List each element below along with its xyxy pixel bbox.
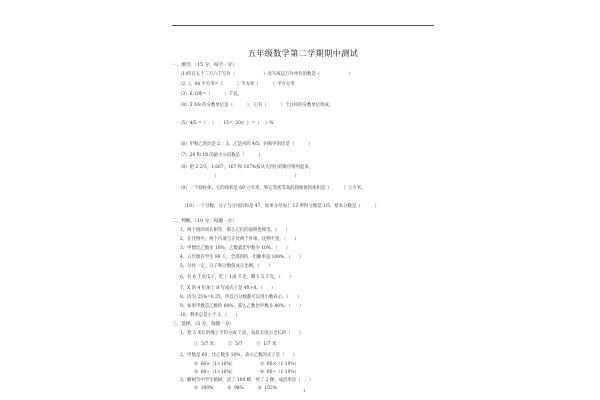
header-rule bbox=[172, 25, 434, 26]
question-line: 7、X 的 4 倍加上 8 写成式子是 4X+8。（ ） bbox=[180, 286, 276, 291]
question-line: 2、在比例中，两个内项与正比两个外项，比例不变。（ ） bbox=[180, 237, 299, 242]
answer-blank: （ ） bbox=[212, 174, 299, 179]
section-fill-blank: 一、填空。（15 分，每空一分） bbox=[172, 63, 237, 68]
question-line: 2、甲数是 60，比乙数多 10%，表示乙数的式子是（ ） bbox=[180, 353, 298, 358]
exam-page bbox=[172, 16, 444, 396]
option-line: ① 5/7 米 ② 5/7 ③ 1/7 米 bbox=[194, 342, 277, 347]
question-line: 8、因为 25%=0.25，所以百分数都可以用小数表示。（ ） bbox=[180, 295, 302, 300]
question-line: 4、五年级有学生 98 人，全部到校，出勤率是 100%。（ ） bbox=[180, 255, 304, 260]
question-line: （3）6. 6吨=（ ）千克。 bbox=[178, 92, 242, 97]
question-line: 6、有 6 千克瓜子，吃了 1/6 千克，剩下 5 千克。（ ） bbox=[180, 275, 294, 280]
question-line: 1、把 5 米长的绳子平均分成 7 段，每段长度占全长的（ ） bbox=[180, 331, 304, 336]
question-line: （7）24 和 18 的最小公倍数是（ ） bbox=[178, 153, 263, 158]
question-line: 3、糖树节中学生植树，活了 100 棵，死了 2 棵，成活率是（ ） bbox=[180, 378, 314, 383]
question-line: （4）3 3/8 的分数单位是（ ），它有（ ）个这样的分数单位组成。 bbox=[178, 103, 334, 108]
question-line: 10、利率总是小于 1。（ ） bbox=[180, 313, 240, 318]
option-line: ① 100% ② 98% ③ 102% bbox=[194, 386, 277, 391]
question-line: （2 ）、04 平方米=（ ）平方米（ ）平方分米 bbox=[178, 82, 295, 87]
section-choice: 三、选择。（5 分，每题一分） bbox=[172, 322, 234, 327]
question-line: （5）4/5 =（ ） ：15= 20/( ) =（ ）% bbox=[178, 121, 274, 126]
page-title: 五年级数学第二学期期中测试 bbox=[247, 49, 359, 58]
question-line: 3、甲数比乙数多 10%，乙数就比甲数少 10%。（ ） bbox=[180, 246, 291, 251]
option-line: ③ 60÷（1+10%） ④ 60÷（1-10%） bbox=[194, 370, 299, 375]
option-line: ① 60×（1+10%） ② 60×（1-10%） bbox=[194, 362, 299, 367]
page-number: 1 bbox=[303, 388, 306, 393]
question-line: 1、两个圆的周长相等，那么它们的面积也相等。（ ） bbox=[180, 228, 290, 233]
section-judge: 二、判断。（10 分，每题一分） bbox=[172, 219, 237, 224]
question-line: （1)四百五十三万六千写作（ ）改写成以万作单位的数是（ ） bbox=[178, 72, 353, 77]
question-line: （9）一个圆柱体，它的体积是 60 立方米，和它等底等高的圆锥体的体积是（ ）立方米。 bbox=[178, 186, 366, 191]
question-line: （8）把 2 2/3，1.667，167 和 167%按从大到小的顺序排列起来。 bbox=[178, 165, 314, 170]
question-line: （6）甲和乙的比是 2 ：3，乙是丙的 4/5，丙和甲的比是（ ） bbox=[178, 142, 313, 147]
question-line: 5、分母一定，分子和分数值成正比例。（ ） bbox=[180, 264, 273, 269]
question-line: （10）一个分数，分子与分母的和是 47，如果分母加上 13 所得分数是 1/5，原来分数是（ ） bbox=[182, 204, 380, 209]
question-line: 9、如果甲数是乙数的 60%，那么乙数比甲数多 40%。（ ） bbox=[180, 304, 304, 309]
